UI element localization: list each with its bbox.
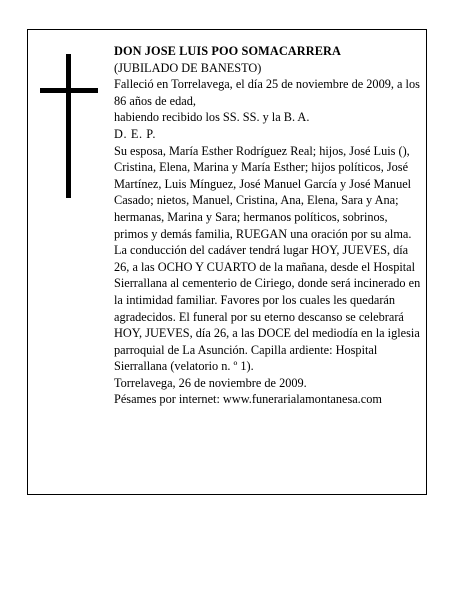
place-date: Torrelavega, 26 de noviembre de 2009. <box>114 375 307 390</box>
death-info: Falleció en Torrelavega, el día 25 de noviembre de 2009, a los 86 años de edad, <box>114 77 420 108</box>
obituary-body: Su esposa, María Esther Rodríguez Real; hijos, José Luis (), Cristina, Elena, Marina y María Esther; hijos políticos, José Martínez, Luis Mínguez, José Manuel García y José Manuel Casado; nietos, Manuel, Cristina, Ana, Elena, Sara y Ana; hermanas, Marina y Sara; hermanos políticos, sobrinos, primos y demás familia, RUEGAN una oración por su alma. La conducción del cadáver tendrá lugar HOY, JUEVES, día 26, a las OCHO Y CUARTO de la mañana, desde el Hospital Sierrallana al cementerio de Ciriego, donde será incinerado en la intimidad familiar. Favores por los cuales les quedarán agradecidos. El funeral por su eterno descanso se celebrará HOY, JUEVES, día 26, a las DOCE del mediodía en la iglesia parroquial de La Asunción. Capilla ardiente: Hospital Sierrallana (velatorio n. º 1). <box>114 143 421 374</box>
cross-icon <box>40 54 98 198</box>
cross-vertical-bar <box>66 54 71 198</box>
rip-line: D. E. P. <box>114 126 157 141</box>
obituary-text <box>114 43 422 408</box>
deceased-name: DON JOSE LUIS POO SOMACARRERA <box>114 44 341 58</box>
sacraments-line: habiendo recibido los SS. SS. y la B. A. <box>114 110 310 125</box>
condolences-line: Pésames por internet: www.funerarialamontanesa.com <box>114 392 382 407</box>
obituary-notice <box>27 29 427 495</box>
cross-horizontal-bar <box>40 88 98 93</box>
deceased-subtitle: (JUBILADO DE BANESTO) <box>114 60 262 75</box>
